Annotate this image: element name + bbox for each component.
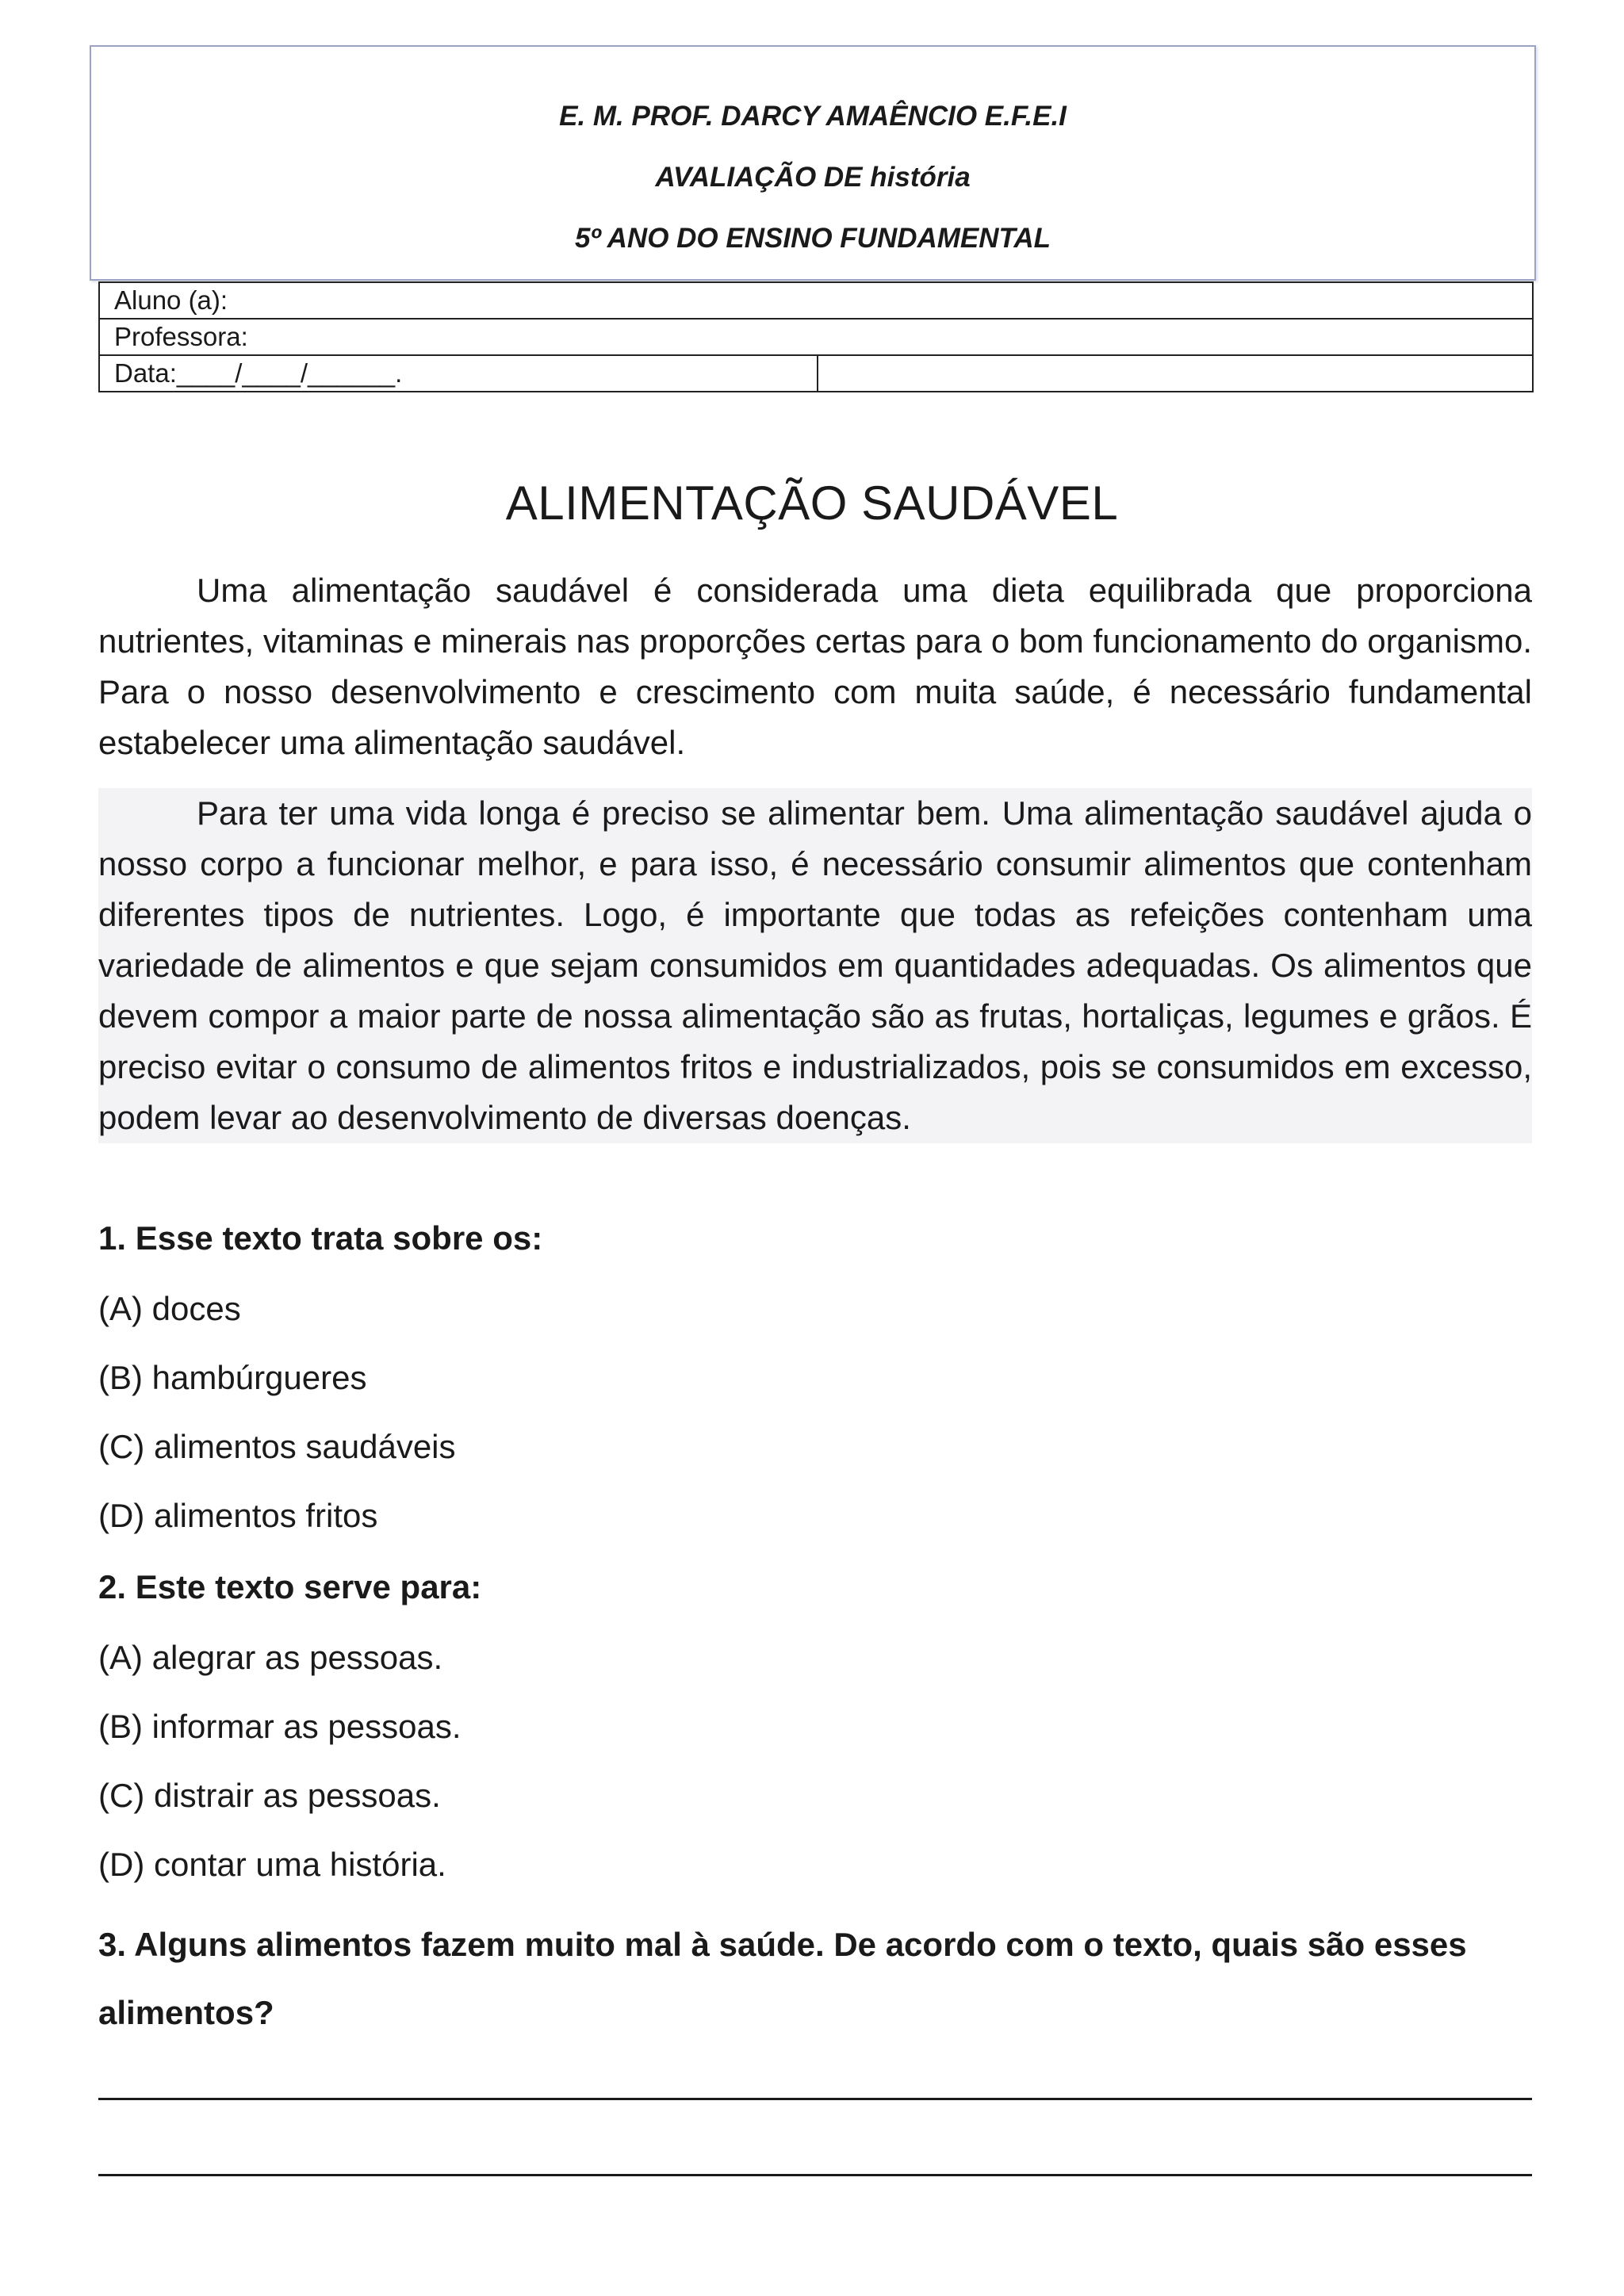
question-2: 2. Este texto serve para: xyxy=(98,1568,482,1605)
answer-line-2[interactable] xyxy=(98,2174,1532,2176)
question-2-option-a[interactable]: (A) alegrar as pessoas. xyxy=(98,1639,443,1676)
school-header xyxy=(90,45,1536,281)
text-title: ALIMENTAÇÃO SAUDÁVEL xyxy=(505,476,1119,530)
question-1-option-d[interactable]: (D) alimentos fritos xyxy=(98,1497,378,1534)
question-1: 1. Esse texto trata sobre os: xyxy=(98,1219,543,1257)
paragraph-1-text: Uma alimentação saudável é considerada uma dieta equilibrada que proporciona nutrientes, vitaminas e minerais nas proporções certas para o bom funcionamento do organismo. Para o nosso desenvolvimento e crescimento com muita saúde, é necessário fundamental estabelecer uma alimentação saudável. xyxy=(98,572,1532,761)
question-1-option-a[interactable]: (A) doces xyxy=(98,1290,241,1327)
blank-cell[interactable] xyxy=(818,355,1533,392)
question-1-option-b[interactable]: (B) hambúrgueres xyxy=(98,1359,367,1396)
student-info-table xyxy=(98,281,1534,392)
student-name-field[interactable]: Aluno (a): xyxy=(99,282,1533,319)
answer-line-1[interactable] xyxy=(98,2098,1532,2100)
question-2-option-c[interactable]: (C) distrair as pessoas. xyxy=(98,1777,441,1814)
teacher-name-field[interactable]: Professora: xyxy=(99,319,1533,355)
assessment-title: AVALIAÇÃO DE história xyxy=(655,162,971,193)
question-3: 3. Alguns alimentos fazem muito mal à saúde. De acordo com o texto, quais são esses alimentos? xyxy=(98,1926,1467,2031)
date-field[interactable]: Data:____/____/______. xyxy=(99,355,818,392)
school-name: E. M. PROF. DARCY AMAÊNCIO E.F.E.I xyxy=(559,101,1067,132)
paragraph-2 xyxy=(98,788,1532,1143)
paragraph-1 xyxy=(98,565,1532,768)
paragraph-2-text: Para ter uma vida longa é preciso se alimentar bem. Uma alimentação saudável ajuda o nosso corpo a funcionar melhor, e para isso, é necessário consumir alimentos que contenham diferentes tipos de nutrientes. Logo, é importante que todas as refeições contenham uma variedade de alimentos e que sejam consumidos em quantidades adequadas. Os alimentos que devem compor a maior parte de nossa alimentação são as frutas, hortaliças, legumes e grãos. É preciso evitar o consumo de alimentos fritos e industrializados, pois se consumidos em excesso, podem levar ao desenvolvimento de diversas doenças. xyxy=(98,794,1532,1136)
question-2-option-d[interactable]: (D) contar uma história. xyxy=(98,1846,446,1883)
question-2-option-b[interactable]: (B) informar as pessoas. xyxy=(98,1708,462,1745)
question-1-option-c[interactable]: (C) alimentos saudáveis xyxy=(98,1428,456,1465)
grade-level: 5º ANO DO ENSINO FUNDAMENTAL xyxy=(574,223,1051,254)
